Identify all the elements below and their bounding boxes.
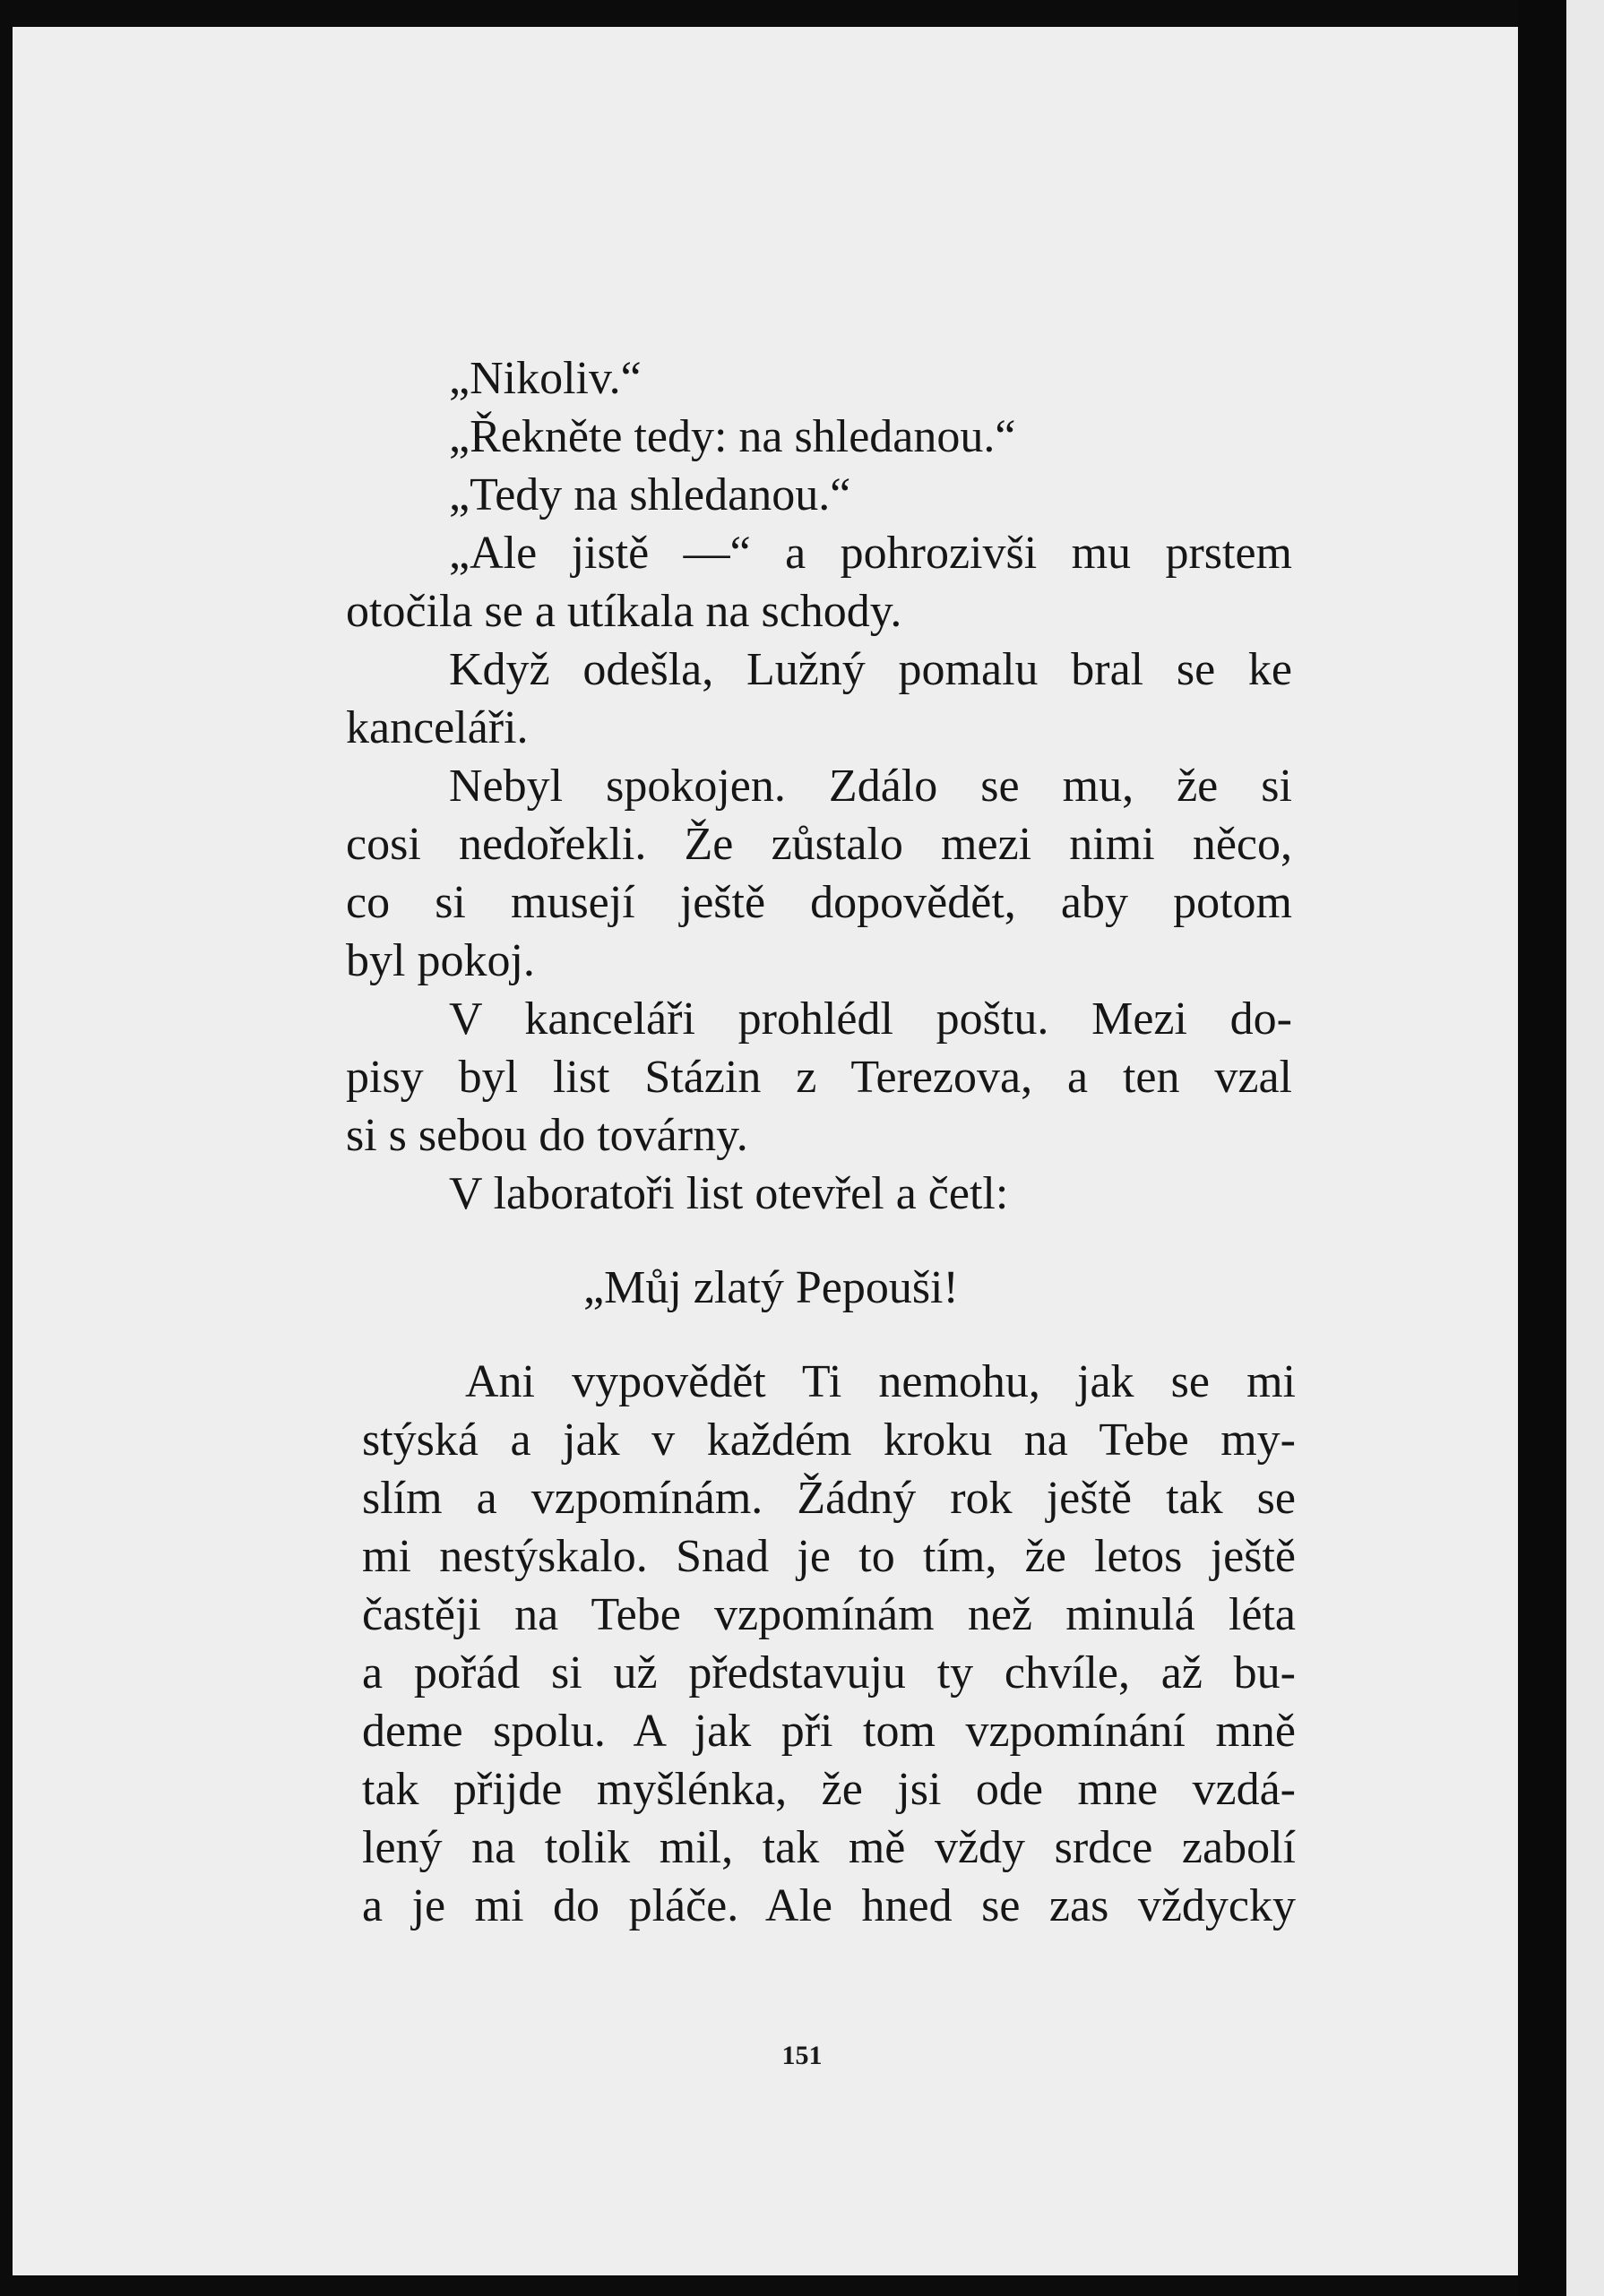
paragraph-line: otočila se a utíkala na schody. bbox=[346, 586, 902, 637]
spacer bbox=[346, 1223, 1292, 1259]
dialogue-line: „Nikoliv.“ bbox=[449, 353, 642, 404]
dialogue-line: „Tedy na shledanou.“ bbox=[449, 469, 851, 520]
adjacent-page-edge bbox=[1566, 0, 1604, 2296]
spacer bbox=[346, 1317, 1292, 1353]
letter-line: častěji na Tebe vzpomínám než minulá léta bbox=[362, 1589, 1296, 1640]
paragraph-line: Nebyl spokojen. Zdálo se mu, že si bbox=[449, 761, 1292, 812]
paragraph-line: pisy byl list Stázin z Terezova, a ten vzal bbox=[346, 1052, 1292, 1103]
letter-line: a pořád si už představuju ty chvíle, až bu- bbox=[362, 1647, 1296, 1698]
paragraph-line: cosi nedořekli. Že zůstalo mezi nimi něco, bbox=[346, 819, 1292, 870]
paragraph-line: kanceláři. bbox=[346, 702, 529, 753]
dialogue-line: „Řekněte tedy: na shledanou.“ bbox=[449, 411, 1016, 462]
letter-line: slím a vzpomínám. Žádný rok ještě tak se bbox=[362, 1473, 1296, 1524]
letter-line: deme spolu. A jak při tom vzpomínání mně bbox=[362, 1706, 1296, 1757]
letter-line: Ani vypovědět Ti nemohu, jak se mi bbox=[465, 1356, 1296, 1407]
letter-line: lený na tolik mil, tak mě vždy srdce zabolí bbox=[362, 1822, 1296, 1873]
page-text bbox=[346, 349, 1296, 1935]
letter-line: mi nestýskalo. Snad je to tím, že letos ještě bbox=[362, 1531, 1296, 1582]
letter-line: a je mi do pláče. Ale hned se zas vždycky bbox=[362, 1880, 1296, 1931]
page-number: 151 bbox=[781, 2041, 823, 2070]
paragraph-line: co si musejí ještě dopovědět, aby potom bbox=[346, 877, 1292, 928]
paragraph-line: V laboratoři list otevřel a četl: bbox=[449, 1168, 1009, 1219]
paragraph-line: Když odešla, Lužný pomalu bral se ke bbox=[449, 644, 1292, 695]
paragraph-line: „Ale jistě —“ a pohrozivši mu prstem bbox=[449, 528, 1292, 579]
letter-line: stýská a jak v každém kroku na Tebe my- bbox=[362, 1415, 1296, 1466]
paragraph-line: byl pokoj. bbox=[346, 935, 535, 986]
letter-body bbox=[362, 1353, 1296, 1935]
paragraph-line: V kanceláři prohlédl poštu. Mezi do- bbox=[449, 993, 1292, 1045]
letter-salutation: „Můj zlatý Pepouši! bbox=[583, 1262, 959, 1313]
paragraph-line: si s sebou do továrny. bbox=[346, 1110, 748, 1161]
letter-line: tak přijde myšlénka, že jsi ode mne vzdá- bbox=[362, 1764, 1296, 1815]
